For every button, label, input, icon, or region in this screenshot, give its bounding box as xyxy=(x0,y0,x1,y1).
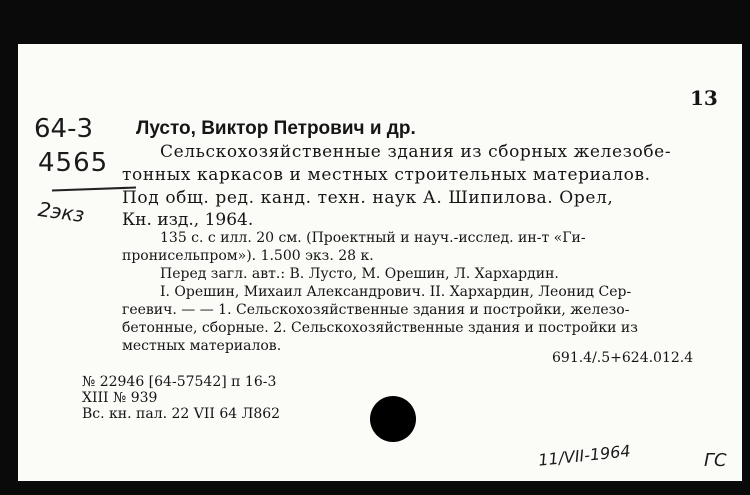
udc-classification: 691.4/.5+624.012.4 xyxy=(552,350,694,366)
card-number: 13 xyxy=(690,86,718,110)
call-number-bottom: 4565 xyxy=(38,148,109,178)
copies-note: 2экз xyxy=(36,196,86,228)
title-line-4: Кн. изд., 1964. xyxy=(122,210,254,230)
handwritten-date: 11/VII-1964 xyxy=(537,441,632,470)
tracing-line-2: геевич. — — 1. Сельскохозяйственные здания и постройки, железо- xyxy=(122,302,630,318)
catalog-card xyxy=(18,44,742,481)
registry-line-3: Вс. кн. пал. 22 VII 64 Л862 xyxy=(82,406,281,422)
tracing-line-3: бетонные, сборные. 2. Сельскохозяйственные здания и постройки из xyxy=(122,320,638,336)
author-heading: Лусто, Виктор Петрович и др. xyxy=(136,118,416,139)
punch-hole xyxy=(370,396,416,442)
title-line-3: Под общ. ред. канд. техн. наук А. Шипилова. Орел, xyxy=(122,188,614,208)
call-number-top: 64-3 xyxy=(34,114,94,144)
authors-note: Перед загл. авт.: В. Лусто, М. Орешин, Л. Хархардин. xyxy=(160,266,559,282)
title-line-1: Сельскохозяйственные здания из сборных железобе- xyxy=(160,142,672,162)
collation-line-2: пронисельпром»). 1.500 экз. 28 к. xyxy=(122,248,374,264)
registry-line-1: № 22946 [64-57542] п 16-3 xyxy=(82,374,277,390)
collation-line-1: 135 с. с илл. 20 см. (Проектный и науч.-исслед. ин-т «Ги- xyxy=(160,230,586,246)
registry-line-2: XIII № 939 xyxy=(82,390,158,406)
tracing-line-4: местных материалов. xyxy=(122,338,282,354)
title-line-2: тонных каркасов и местных строительных материалов. xyxy=(122,165,651,185)
tracing-line-1: I. Орешин, Михаил Александрович. II. Хархардин, Леонид Сер- xyxy=(160,284,632,300)
handwritten-initials: ГС xyxy=(704,450,727,471)
